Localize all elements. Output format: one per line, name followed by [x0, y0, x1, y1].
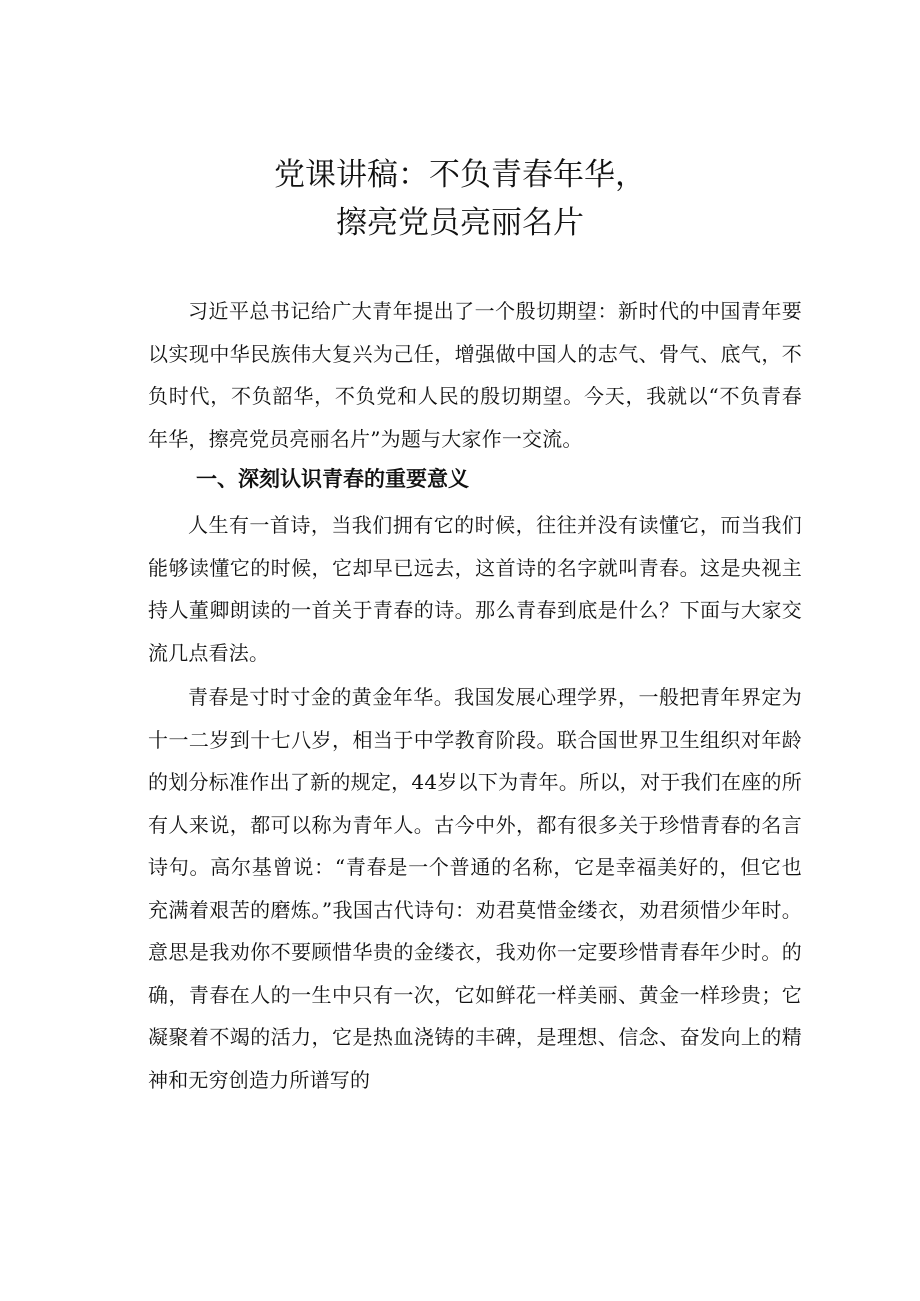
- body-paragraph-poem: 人生有一首诗，当我们拥有它的时候，往往并没有读懂它，而当我们能够读懂它的时候，它却早已远去，这首诗的名字就叫青春。这是央视主持人董卿朗读的一首关于青春的诗。那么青春到底是什么？下面与大家交流几点看法。: [148, 513, 802, 665]
- intro-paragraph: 习近平总书记给广大青年提出了一个殷切期望：新时代的中国青年要以实现中华民族伟大复兴为己任，增强做中国人的志气、骨气、底气，不负时代，不负韶华，不负党和人民的殷切期望。今天，我就以“不负青春年华，擦亮党员亮丽名片”为题与大家作一交流。: [148, 299, 802, 451]
- document-title-line-2: 擦亮党员亮丽名片: [336, 205, 584, 241]
- section-heading-1: 一、深刻认识青春的重要意义: [196, 467, 469, 491]
- body-paragraph-youth: 青春是寸时寸金的黄金年华。我国发展心理学界，一般把青年界定为十一二岁到十七八岁，相当于中学教育阶段。联合国世界卫生组织对年龄的划分标准作出了新的规定，44岁以下为青年。所以，对于我们在座的所有人来说，都可以称为青年人。古今中外，都有很多关于珍惜青春的名言诗句。高尔基曾说：“青春是一个普通的名称，它是幸福美好的，但它也充满着艰苦的磨炼。”我国古代诗句：劝君莫惜金缕衣，劝君须惜少年时。意思是我劝你不要顾惜华贵的金缕衣，我劝你一定要珍惜青春年少时。的确，青春在人的一生中只有一次，它如鲜花一样美丽、黄金一样珍贵；它凝聚着不竭的活力，它是热血浇铸的丰碑，是理想、信念、奋发向上的精神和无穷创造力所谱写的: [148, 685, 802, 1092]
- document-title-line-1: 党课讲稿：不负青春年华，: [274, 157, 646, 193]
